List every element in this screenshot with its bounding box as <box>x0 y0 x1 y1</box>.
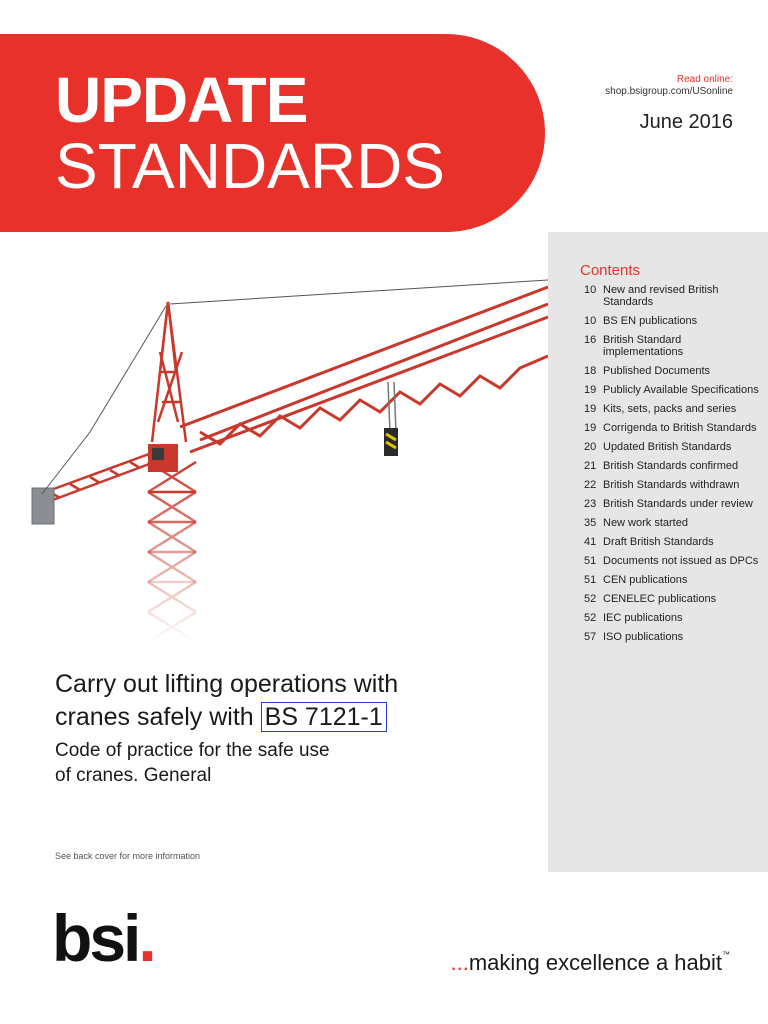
trademark-symbol: ™ <box>722 950 730 959</box>
read-online-label: Read online: <box>676 74 733 85</box>
contents-page-number: 22 <box>584 479 597 491</box>
contents-page-number: 19 <box>584 384 597 396</box>
tagline-text: making excellence a habit <box>468 950 722 975</box>
contents-label: British Standard implementations <box>603 334 684 358</box>
logo-text: bsi <box>52 901 139 975</box>
feature-headline <box>55 668 398 734</box>
tagline-ellipsis: ... <box>450 950 469 975</box>
contents-item[interactable] <box>584 612 764 624</box>
contents-page-number: 19 <box>584 422 597 434</box>
contents-item[interactable] <box>584 334 764 358</box>
contents-page-number: 18 <box>584 365 597 377</box>
contents-heading: Contents <box>580 262 641 279</box>
contents-item[interactable] <box>584 460 764 472</box>
contents-page-number: 51 <box>584 574 597 586</box>
contents-page-number: 52 <box>584 612 597 624</box>
contents-page-number: 51 <box>584 555 597 567</box>
contents-page-number: 23 <box>584 498 597 510</box>
tagline <box>451 950 731 976</box>
contents-list <box>584 284 764 650</box>
contents-label: Kits, sets, packs and series <box>603 403 737 415</box>
contents-label: Documents not issued as DPCs <box>603 555 759 567</box>
contents-label: ISO publications <box>603 631 684 643</box>
contents-page-number: 52 <box>584 593 597 605</box>
contents-item[interactable] <box>584 384 764 396</box>
contents-item[interactable] <box>584 536 764 548</box>
contents-label: Publicly Available Specifications <box>603 384 759 396</box>
contents-label: CEN publications <box>603 574 688 586</box>
contents-page-number: 41 <box>584 536 597 548</box>
contents-label: New work started <box>603 517 688 529</box>
contents-item[interactable] <box>584 441 764 453</box>
contents-item[interactable] <box>584 365 764 377</box>
contents-page-number: 57 <box>584 631 597 643</box>
contents-label: British Standards confirmed <box>603 460 739 472</box>
back-cover-note: See back cover for more information <box>55 851 201 861</box>
contents-item[interactable] <box>584 315 764 327</box>
standard-link[interactable]: BS 7121-1 <box>261 702 387 732</box>
contents-page-number: 20 <box>584 441 597 453</box>
contents-label: Draft British Standards <box>603 536 714 548</box>
contents-item[interactable] <box>584 517 764 529</box>
contents-label: CENELEC publications <box>603 593 717 605</box>
feature-subhead <box>55 738 330 788</box>
bsi-logo[interactable] <box>52 901 154 975</box>
contents-item[interactable] <box>584 631 764 643</box>
title-update: UPDATE <box>55 64 308 136</box>
issue-date: June 2016 <box>639 111 733 133</box>
contents-item[interactable] <box>584 284 764 308</box>
contents-label: British Standards withdrawn <box>603 479 740 491</box>
crane-illustration <box>0 232 548 652</box>
contents-page-number: 10 <box>584 315 597 327</box>
contents-label: Corrigenda to British Standards <box>603 422 757 434</box>
title-standards: STANDARDS <box>55 130 445 202</box>
contents-page-number: 21 <box>584 460 597 472</box>
contents-page-number: 10 <box>584 284 597 296</box>
contents-label: New and revised British Standards <box>603 284 719 308</box>
logo-dot: . <box>138 901 154 975</box>
contents-label: Published Documents <box>603 365 711 377</box>
contents-page-number: 16 <box>584 334 597 346</box>
contents-item[interactable] <box>584 498 764 510</box>
contents-item[interactable] <box>584 593 764 605</box>
subhead-line-1: Code of practice for the safe use <box>55 740 330 761</box>
headline-line-1: Carry out lifting operations with <box>55 670 399 698</box>
contents-page-number: 19 <box>584 403 597 415</box>
contents-item[interactable] <box>584 574 764 586</box>
subhead-line-2: of cranes. General <box>55 765 212 786</box>
headline-prefix: cranes safely with <box>55 703 261 731</box>
contents-item[interactable] <box>584 555 764 567</box>
contents-item[interactable] <box>584 422 764 434</box>
contents-item[interactable] <box>584 403 764 415</box>
contents-item[interactable] <box>584 479 764 491</box>
contents-page-number: 35 <box>584 517 597 529</box>
contents-label: IEC publications <box>603 612 683 624</box>
read-online-link[interactable]: shop.bsigroup.com/USonline <box>605 86 733 97</box>
contents-panel <box>548 232 768 872</box>
headline-line-2 <box>55 701 398 734</box>
contents-label: Updated British Standards <box>603 441 732 453</box>
contents-label: BS EN publications <box>603 315 698 327</box>
contents-label: British Standards under review <box>603 498 753 510</box>
